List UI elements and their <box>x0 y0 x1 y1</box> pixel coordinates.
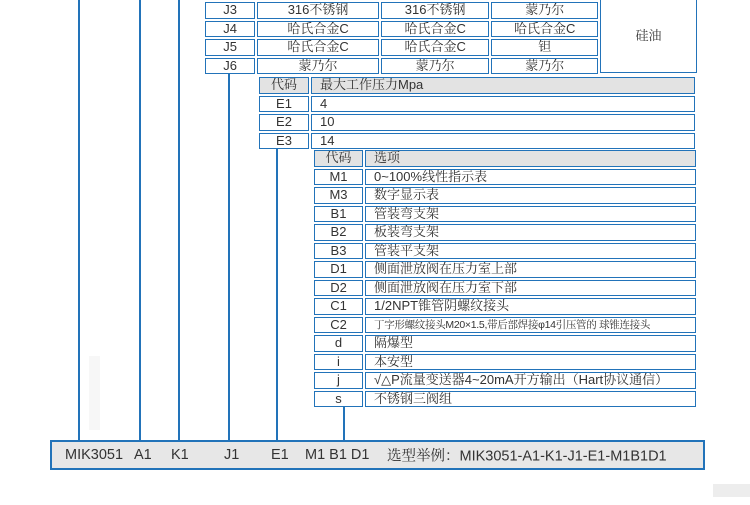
code-cell: B1 <box>314 206 363 223</box>
table-row <box>314 261 696 278</box>
code-cell: B2 <box>314 224 363 241</box>
table-row <box>314 298 696 315</box>
code-cell: C1 <box>314 298 363 315</box>
table-row <box>314 335 696 352</box>
table-row <box>314 169 696 186</box>
table-row <box>259 114 695 131</box>
connector-line-k1 <box>178 0 180 441</box>
connector-line-j-table <box>228 74 230 441</box>
code-header: 代码 <box>259 77 309 94</box>
connector-line-e-table <box>276 149 278 441</box>
code-cell: d <box>314 335 363 352</box>
material-cell: 哈氏合金C <box>491 21 598 38</box>
table-row <box>259 133 695 150</box>
material-cell: 蒙乃尔 <box>257 58 379 75</box>
material-cell: 哈氏合金C <box>257 21 379 38</box>
table-row <box>314 354 696 371</box>
model-segment-a1: A1 <box>134 447 152 463</box>
material-cell: 316不锈钢 <box>381 2 490 19</box>
code-cell: i <box>314 354 363 371</box>
table-header-row <box>259 77 695 94</box>
option-cell: 1/2NPT锥管阴螺纹接头 <box>365 298 696 315</box>
material-cell: 316不锈钢 <box>257 2 379 19</box>
material-cell: 蒙乃尔 <box>491 2 598 19</box>
table-row <box>314 391 696 408</box>
option-cell: 隔爆型 <box>365 335 696 352</box>
model-segment-base: MIK3051 <box>65 447 124 463</box>
table-row <box>205 58 598 75</box>
code-cell: E3 <box>259 133 309 150</box>
table-row <box>314 280 696 297</box>
option-cell: 侧面泄放阀在压力室上部 <box>365 261 696 278</box>
code-cell: J3 <box>205 2 255 19</box>
option-cell: 板装弯支架 <box>365 224 696 241</box>
options-header: 选项 <box>365 150 696 167</box>
material-cell: 钽 <box>491 39 598 56</box>
option-cell: 不锈钢三阀组 <box>365 391 696 408</box>
option-cell: 管装平支架 <box>365 243 696 260</box>
option-cell: 管装弯支架 <box>365 206 696 223</box>
value-cell: 10 <box>311 114 695 131</box>
page-artifact <box>89 356 100 430</box>
option-cell: 0~100%线性指示表 <box>365 169 696 186</box>
option-cell: 侧面泄放阀在压力室下部 <box>365 280 696 297</box>
material-cell: 蒙乃尔 <box>491 58 598 75</box>
value-cell: 14 <box>311 133 695 150</box>
table-row <box>205 39 598 56</box>
table-row <box>205 2 598 19</box>
code-cell: J6 <box>205 58 255 75</box>
table-row <box>314 317 696 334</box>
table-row <box>259 96 695 113</box>
material-cell: 哈氏合金C <box>257 39 379 56</box>
model-segment-k1: K1 <box>171 447 189 463</box>
code-cell: j <box>314 372 363 389</box>
table-row <box>314 187 696 204</box>
connector-line-a1 <box>139 0 141 441</box>
code-cell: J5 <box>205 39 255 56</box>
code-cell: M1 <box>314 169 363 186</box>
model-code-bar <box>50 440 705 470</box>
material-cell: 蒙乃尔 <box>381 58 490 75</box>
code-cell: E2 <box>259 114 309 131</box>
connector-line-model <box>78 0 80 441</box>
page-artifact <box>713 484 750 497</box>
code-cell: J4 <box>205 21 255 38</box>
selection-example-label: 选型举例：MIK3051-A1-K1-J1-E1-M1B1D1 <box>387 448 667 465</box>
option-cell: 数字显示表 <box>365 187 696 204</box>
model-segment-j1: J1 <box>224 447 240 463</box>
material-cell: 哈氏合金C <box>381 21 490 38</box>
code-cell: B3 <box>314 243 363 260</box>
code-cell: D1 <box>314 261 363 278</box>
table-header-row <box>314 150 696 167</box>
pressure-table <box>257 75 697 151</box>
table-row <box>314 224 696 241</box>
table-row <box>314 206 696 223</box>
fill-liquid-cell <box>600 0 697 73</box>
option-cell: 本安型 <box>365 354 696 371</box>
model-segment-e1: E1 <box>271 447 289 463</box>
code-cell: E1 <box>259 96 309 113</box>
code-cell: M3 <box>314 187 363 204</box>
code-cell: s <box>314 391 363 408</box>
fill-liquid-label: 硅油 <box>635 27 662 43</box>
pressure-header: 最大工作压力Mpa <box>311 77 695 94</box>
material-table <box>203 0 600 76</box>
table-row <box>205 21 598 38</box>
model-segment-options: M1 B1 D1 <box>305 447 370 463</box>
value-cell: 4 <box>311 96 695 113</box>
option-cell: √△P流量变送器4~20mA开方输出（Hart协议通信） <box>365 372 696 389</box>
code-header: 代码 <box>314 150 363 167</box>
code-cell: D2 <box>314 280 363 297</box>
code-cell: C2 <box>314 317 363 334</box>
options-table <box>312 148 698 409</box>
table-row <box>314 243 696 260</box>
option-cell: 丁字形螺纹接头M20×1.5,带后部焊接φ14引压管的 球锥连接头 <box>365 317 696 334</box>
material-cell: 哈氏合金C <box>381 39 490 56</box>
table-row <box>314 372 696 389</box>
